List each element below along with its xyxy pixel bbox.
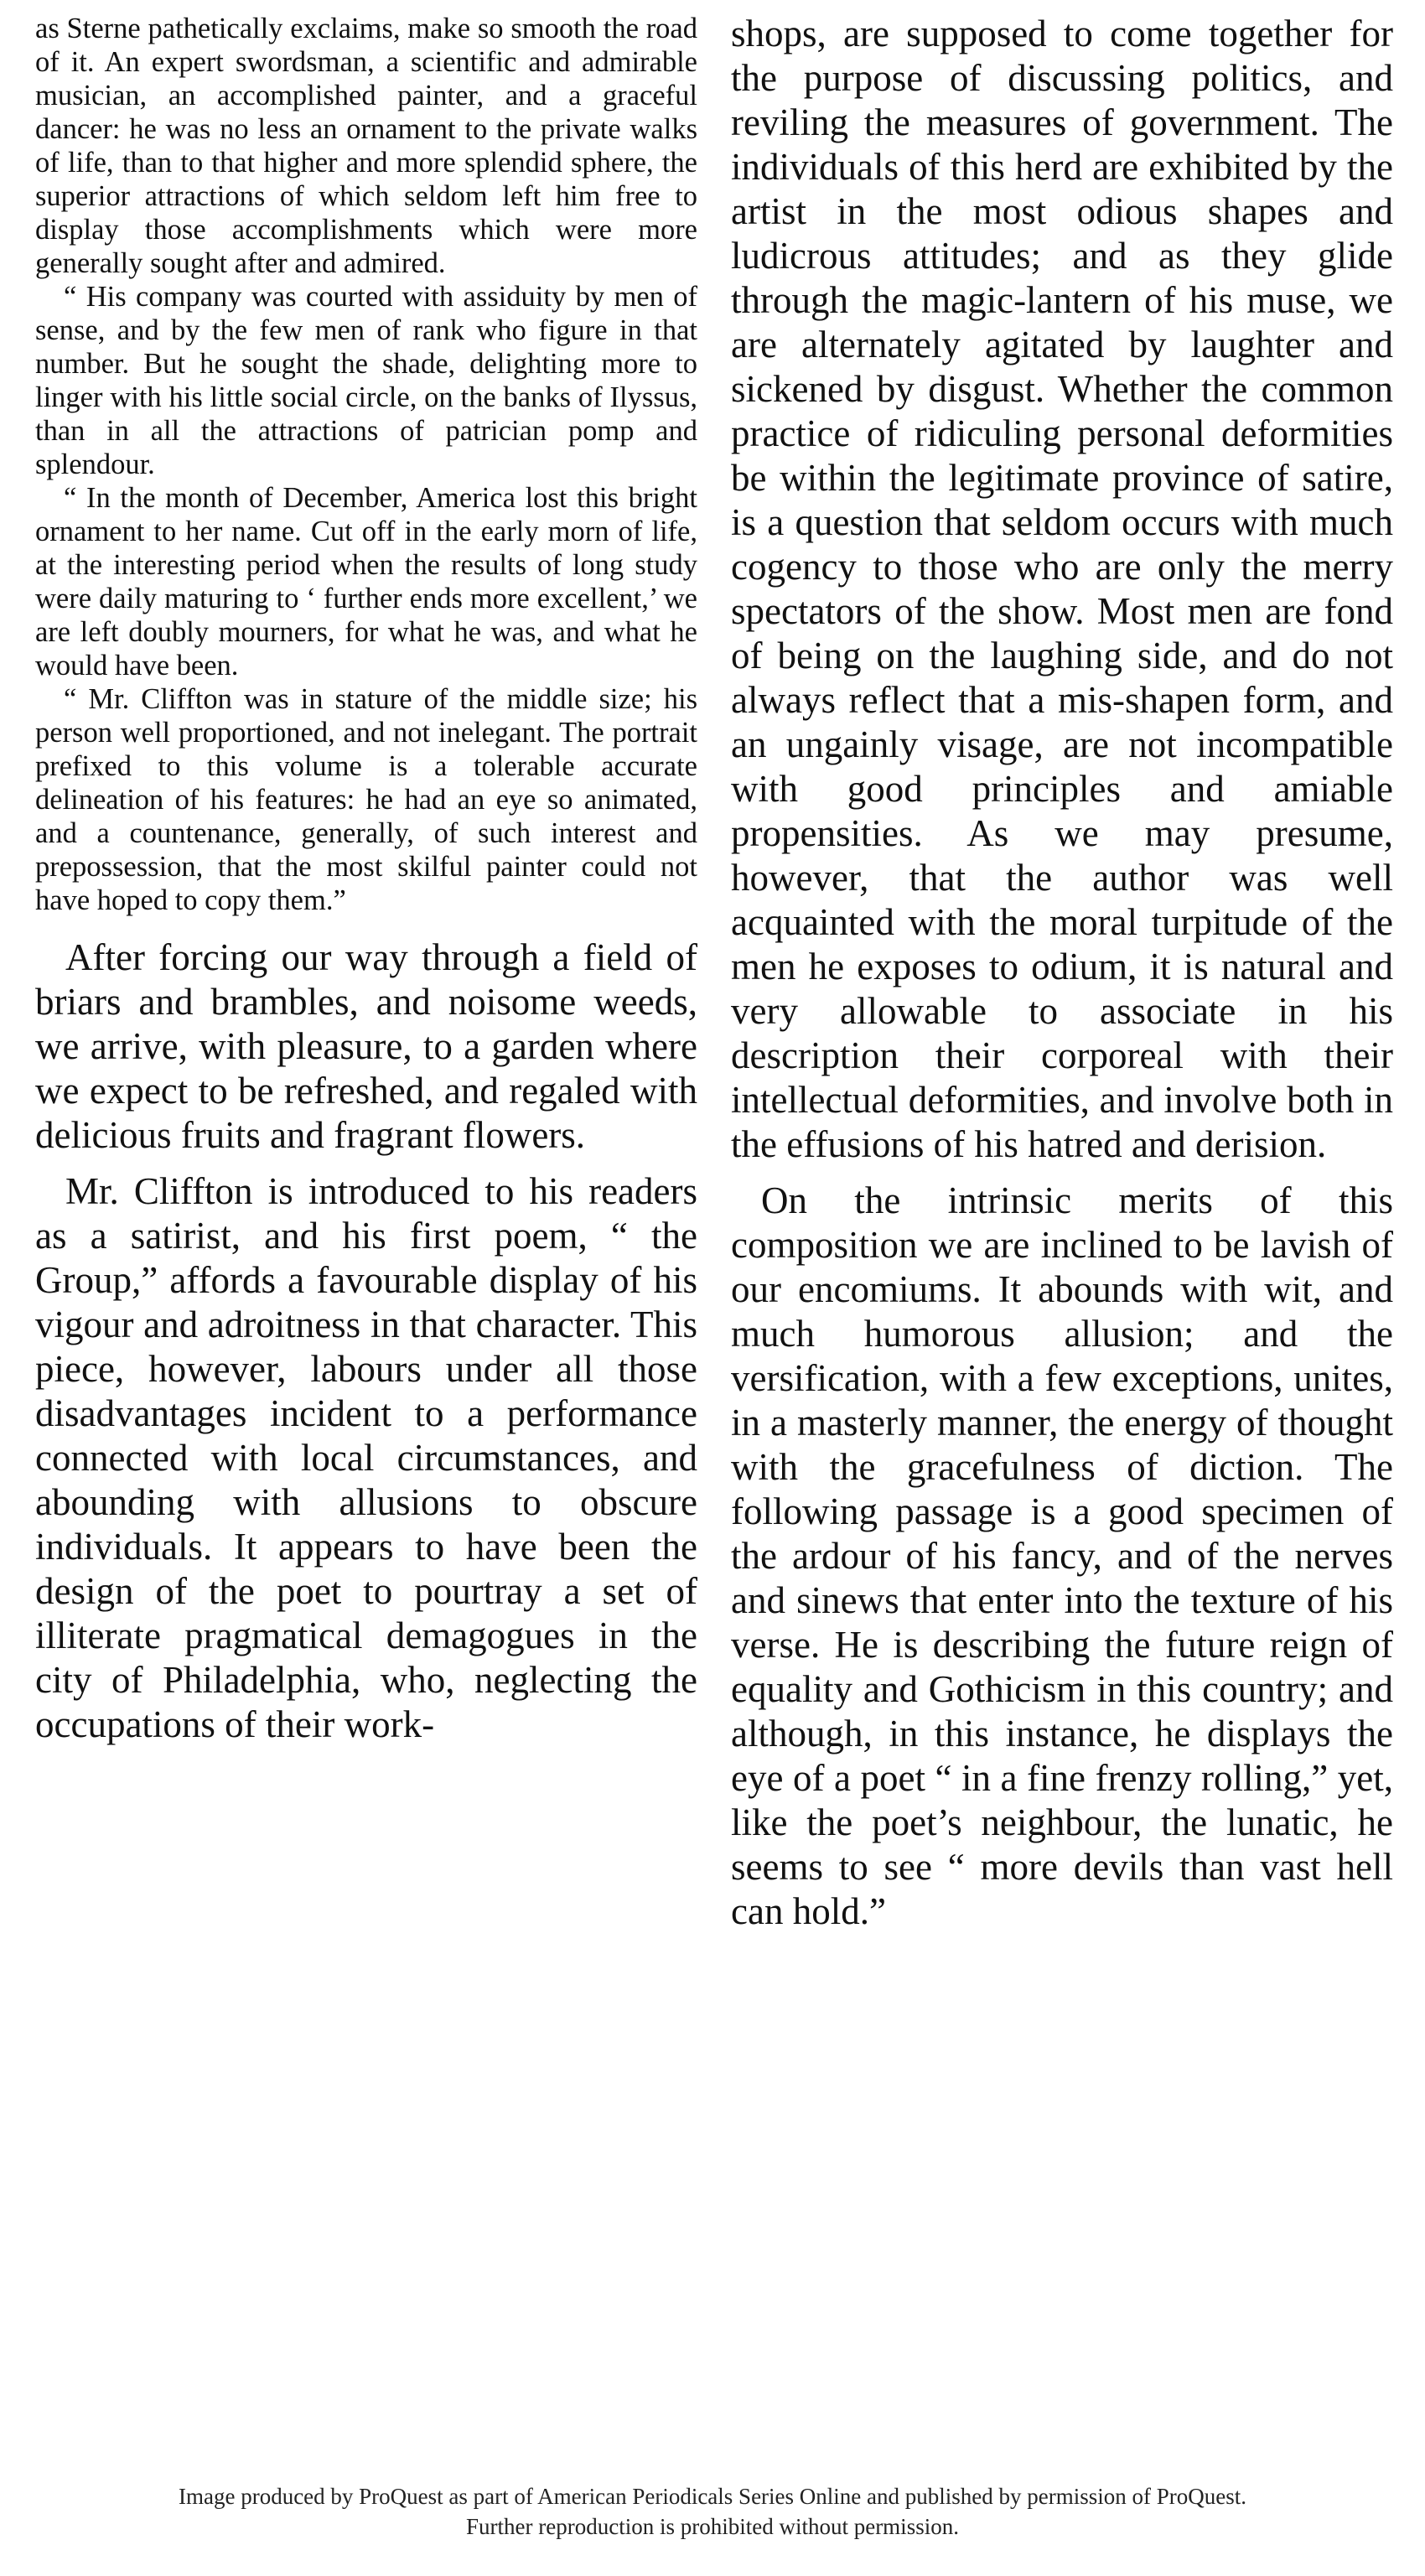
footer-line: Further reproduction is prohibited without permission. <box>466 2514 959 2539</box>
footer-line: Image produced by ProQuest as part of American Periodicals Series Online and published by permission of ProQuest. <box>179 2484 1246 2509</box>
quote-paragraph: “ His company was courted with assiduity by men of sense, and by the few men of rank who figure in that number. But he sought the shade, delighting more to linger with his little social circle, on the banks of Ilyssus, than in all the attractions of patrician pomp and splendour. <box>35 281 697 480</box>
left-column <box>35 12 697 1747</box>
body-paragraph: After forcing our way through a field of briars and brambles, and noisome weeds, we arrive, with pleasure, to a garden where we expect to be refreshed, and regaled with delicious fruits and fragrant flowers. <box>35 936 697 1156</box>
body-paragraph: shops, are supposed to come together for the purpose of discussing politics, and reviling the measures of government. The individuals of this herd are exhibited by the artist in the most odious shapes and ludicrous attitudes; and as they glide through the magic-lantern of his muse, we are alternately agitated by laughter and sickened by disgust. Whether the common practice of ridiculing personal deformities be within the legitimate province of satire, is a question that seldom occurs with much cogency to those who are only the merry spectators of the show. Most men are fond of being on the laughing side, and do not always reflect that a mis-shapen form, and an ungainly visage, are not incompatible with good principles and amiable propensities. As we may presume, however, that the author was well acquainted with the moral turpitude of the men he exposes to odium, it is natural and very allowable to associate in his description their corporeal with their intellectual deformities, and involve both in the effusions of his hatred and derision. <box>731 13 1393 1165</box>
body-paragraph: Mr. Cliffton is introduced to his readers as a satirist, and his first poem, “ the Group,” affords a favourable display of his vigour and adroitness in that character. This piece, however, labours under all those disadvantages incident to a performance connected with local circumstances, and abounding with allusions to obscure individuals. It appears to have been the design of the poet to pourtray a set of illiterate pragmatical demagogues in the city of Philadelphia, who, neglecting the occupations of their work- <box>35 1170 697 1745</box>
right-column <box>731 12 1393 1934</box>
quote-paragraph: “ In the month of December, America lost this bright ornament to her name. Cut off in the early morn of life, at the interesting period when the results of long study were daily maturing to ‘ further ends more excellent,’ we are left doubly mourners, for what he was, and what he would have been. <box>35 482 697 682</box>
quote-paragraph: “ Mr. Cliffton was in stature of the middle size; his person well proportioned, and not inelegant. The portrait prefixed to this volume is a tolerable accurate delineation of his features: he had an eye so animated, and a countenance, generally, of such interest and prepossession, that the most skilful painter could not have hoped to copy them.” <box>35 683 697 916</box>
left-body-text <box>35 936 697 1747</box>
footer-notice <box>0 2481 1425 2542</box>
quote-paragraph: as Sterne pathetically exclaims, make so smooth the road of it. An expert swordsman, a scientific and admirable musician, an accomplished painter, and a graceful dancer: he was no less an ornament to the private walks of life, than to that higher and more splendid sphere, the superior attractions of which seldom left him free to display those accomplishments which were more generally sought after and admired. <box>35 13 697 279</box>
body-paragraph: On the intrinsic merits of this composition we are inclined to be lavish of our encomiums. It abounds with wit, and much humorous allusion; and the versification, with a few exceptions, unites, in a masterly manner, the energy of thought with the gracefulness of diction. The following passage is a good specimen of the ardour of his fancy, and of the nerves and sinews that enter into the texture of his verse. He is describing the future reign of equality and Gothicism in this country; and although, in this instance, he displays the eye of a poet “ in a fine frenzy rolling,” yet, like the poet’s neighbour, the lunatic, he seems to see “ more devils than vast hell can hold.” <box>731 1179 1393 1932</box>
quoted-passage <box>35 12 697 917</box>
